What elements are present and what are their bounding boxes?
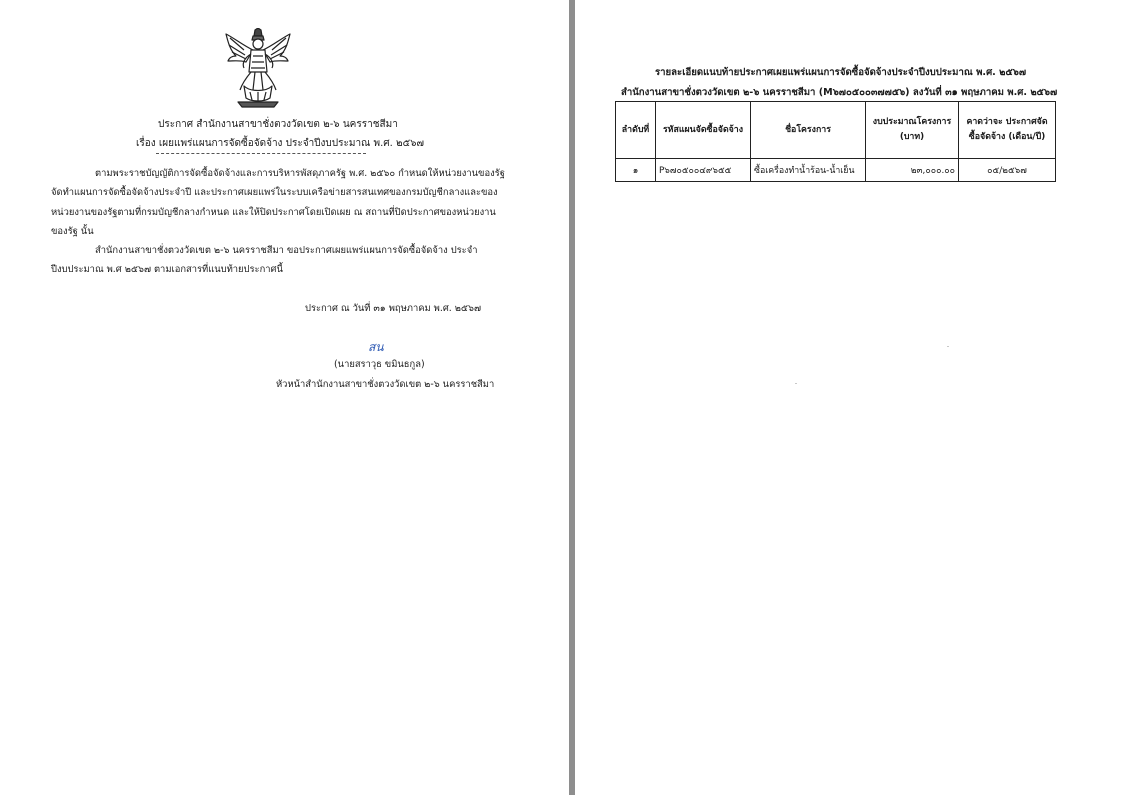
garuda-emblem-icon bbox=[222, 28, 294, 108]
header-no: ลำดับที่ bbox=[616, 102, 656, 159]
attachment-page bbox=[575, 0, 1141, 795]
signature: สน bbox=[368, 340, 384, 354]
attachment-title: รายละเอียดแนบท้ายประกาศเผยแพร่แผนการจัดซื้อจัดจ้างประจำปีงบประมาณ พ.ศ. ๒๕๖๗ bbox=[655, 67, 1027, 78]
header-budget: งบประมาณโครงการ (บาท) bbox=[866, 102, 959, 159]
separator-line bbox=[156, 153, 366, 154]
body-line-1: ตามพระราชบัญญัติการจัดซื้อจัดจ้างและการบริหารพัสดุภาครัฐ พ.ศ. ๒๕๖๐ กำหนดให้หน่วยงานของรัฐ bbox=[95, 168, 505, 179]
scan-speck bbox=[795, 383, 797, 384]
body-line-4: ของรัฐ นั้น bbox=[51, 226, 94, 237]
body-line-6: ปีงบประมาณ พ.ศ ๒๕๖๗ ตามเอกสารที่แนบท้ายประกาศนี้ bbox=[51, 264, 283, 275]
cell-project-name: ซื้อเครื่องทำน้ำร้อน-น้ำเย็น bbox=[751, 159, 866, 182]
signer-title: หัวหน้าสำนักงานสาขาชั่งตวงวัดเขต ๒-๖ นครราชสีมา bbox=[276, 379, 495, 390]
announcement-heading: ประกาศ สำนักงานสาขาชั่งตวงวัดเขต ๒-๖ นครราชสีมา bbox=[158, 119, 398, 130]
body-line-2: จัดทำแผนการจัดซื้อจัดจ้างประจำปี และประกาศเผยแพร่ในระบบเครือข่ายสารสนเทศของกรมบัญชีกลางและของ bbox=[51, 187, 498, 198]
scan-speck bbox=[947, 346, 949, 347]
cell-plan-code: P๖๗๐๕๐๐๔๙๖๕๕ bbox=[656, 159, 751, 182]
attachment-subtitle: สำนักงานสาขาชั่งตวงวัดเขต ๒-๖ นครราชสีมา (M๖๗๐๕๐๐๓๗๗๕๖) ลงวันที่ ๓๑ พฤษภาคม พ.ศ. ๒๕๖๗ bbox=[621, 87, 1058, 98]
cell-expected-month: ๐๕/๒๕๖๗ bbox=[959, 159, 1056, 182]
announcement-subject: เรื่อง เผยแพร่แผนการจัดซื้อจัดจ้าง ประจำปีงบประมาณ พ.ศ. ๒๕๖๗ bbox=[136, 138, 425, 149]
body-line-5: สำนักงานสาขาชั่งตวงวัดเขต ๒-๖ นครราชสีมา ขอประกาศเผยแพร่แผนการจัดซื้อจัดจ้าง ประจำ bbox=[95, 245, 478, 256]
header-expected-month: คาดว่าจะ ประกาศจัดซื้อจัดจ้าง (เดือน/ปี) bbox=[959, 102, 1056, 159]
table-row bbox=[616, 159, 1056, 182]
cell-no: ๑ bbox=[616, 159, 656, 182]
cell-budget: ๒๓,๐๐๐.๐๐ bbox=[866, 159, 959, 182]
signer-name: (นายสราวุธ ขมินธกูล) bbox=[334, 359, 425, 370]
announce-date: ประกาศ ณ วันที่ ๓๑ พฤษภาคม พ.ศ. ๒๕๖๗ bbox=[305, 303, 482, 314]
procurement-plan-table bbox=[615, 101, 1056, 182]
table-header-row bbox=[616, 102, 1056, 159]
body-line-3: หน่วยงานของรัฐตามที่กรมบัญชีกลางกำหนด และให้ปิดประกาศโดยเปิดเผย ณ สถานที่ปิดประกาศของหน่วยงาน bbox=[51, 207, 496, 218]
header-project-name: ชื่อโครงการ bbox=[751, 102, 866, 159]
header-plan-code: รหัสแผนจัดซื้อจัดจ้าง bbox=[656, 102, 751, 159]
announcement-page bbox=[0, 0, 569, 795]
